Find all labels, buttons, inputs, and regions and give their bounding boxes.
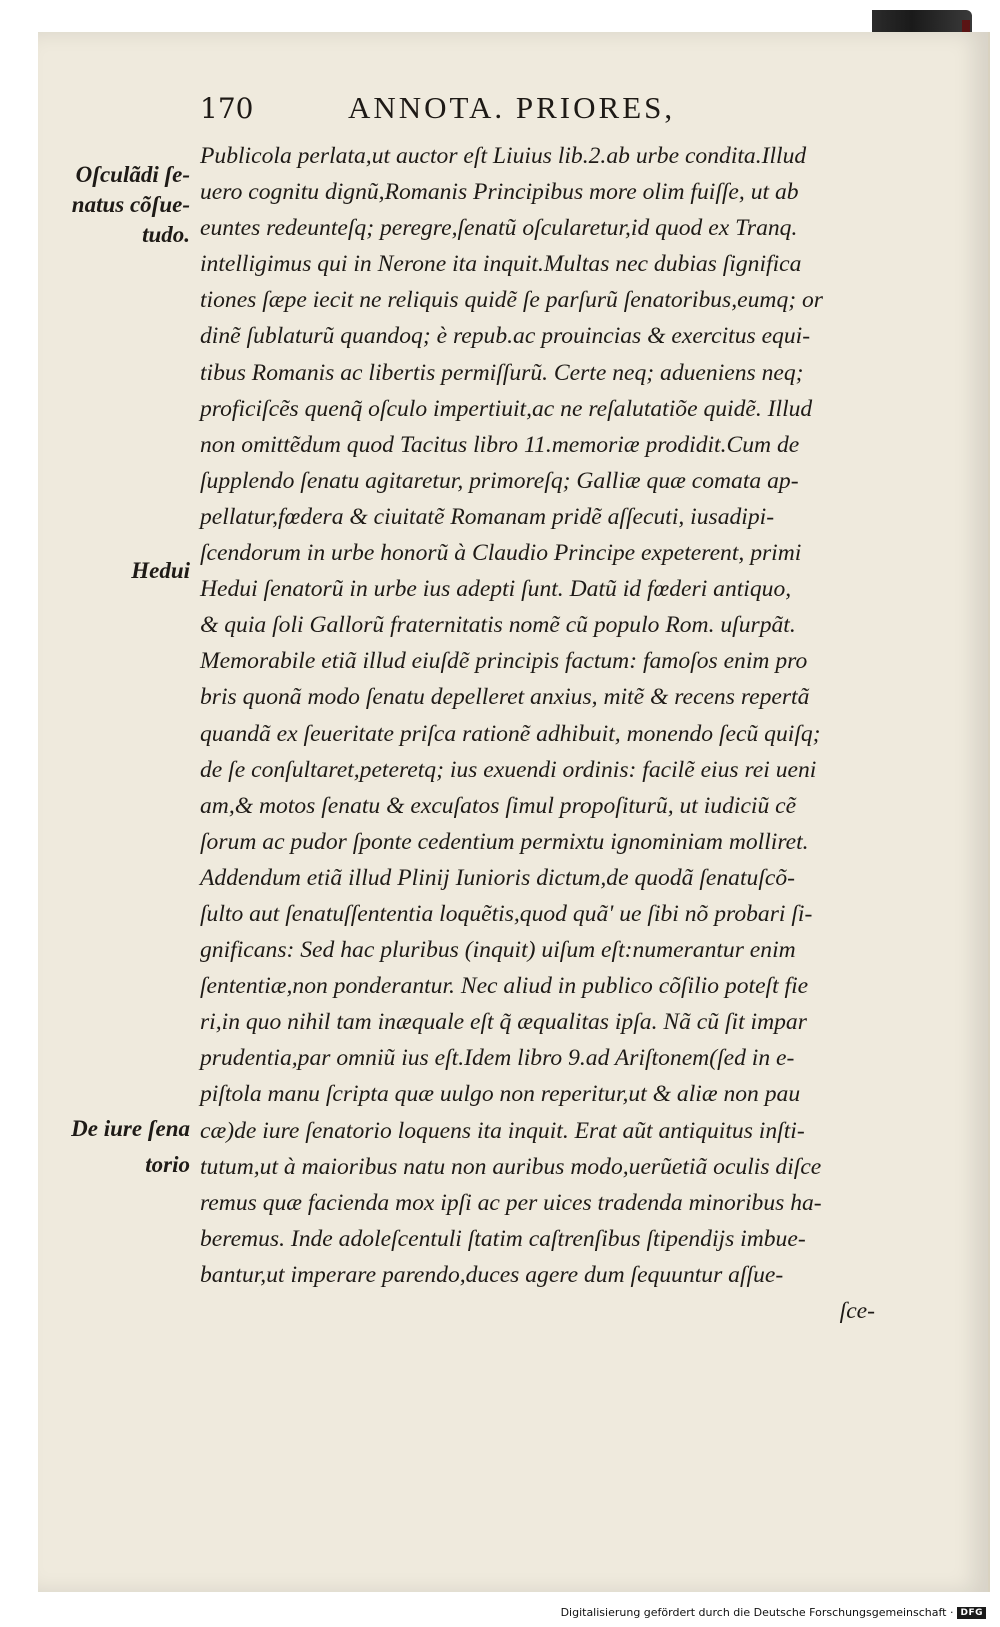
running-head: ANNOTA. PRIORES, — [348, 90, 676, 125]
margin-note-osculandi — [50, 160, 190, 250]
margin-note-de-iure — [50, 1111, 190, 1183]
text-line: tutum,ut à maioribus natu non auribus modo,uerũetiã oculis diſce — [200, 1153, 822, 1180]
text-line: tibus Romanis ac libertis permiſſurũ. Certe neq; adueniens neq; — [200, 359, 804, 386]
body-text — [200, 138, 915, 1329]
text-line: ſententiæ,non ponderantur. Nec aliud in publico cõſilio poteſt fie — [200, 973, 809, 1000]
margin-note-hedui — [90, 556, 190, 586]
text-line: bantur,ut imperare parendo,duces agere dum ſequuntur aſſue- — [200, 1261, 784, 1288]
text-line: uero cognitu dignũ,Romanis Principibus more olim fuiſſe, ut ab — [200, 179, 799, 206]
margin-note-line: tudo. — [142, 222, 190, 247]
text-line: ſulto aut ſenatuſſententia loquẽtis,quod quã' ue ſibi nõ probari ſi- — [200, 900, 813, 927]
text-line: intelligimus qui in Nerone ita inquit.Multas nec dubias ſignifica — [200, 251, 802, 278]
text-line: dinẽ ſublaturũ quandoq; è repub.ac prouincias & exercitus equi- — [200, 323, 811, 350]
digitization-footer — [561, 1606, 986, 1619]
text-line: Hedui ſenatorũ in urbe ius adepti ſunt. Datũ id fœderi antiquo, — [200, 576, 792, 603]
margin-note-line: natus cõſue- — [71, 192, 190, 217]
margin-note-line: Hedui — [131, 558, 190, 583]
text-line: ſcendorum in urbe honorũ à Claudio Principe expeterent, primi — [200, 540, 802, 567]
page-header — [200, 88, 920, 128]
margin-note-line: De iure ſena — [71, 1116, 190, 1141]
text-line: non omittẽdum quod Tacitus libro 11.memoriæ prodidit.Cum de — [200, 431, 800, 458]
dfg-logo: DFG — [957, 1607, 986, 1619]
text-line: tiones ſæpe iecit ne reliquis quidẽ ſe parſurũ ſenatoribus,eumq; or — [200, 287, 823, 314]
text-line: Addendum etiã illud Plinij Iunioris dictum,de quodã ſenatuſcõ- — [200, 864, 796, 891]
text-line: gnificans: Sed hac pluribus (inquit) uiſum eſt:numerantur enim — [200, 937, 796, 964]
text-line: Memorabile etiã illud eiuſdẽ principis factum: famoſos enim pro — [200, 648, 808, 675]
text-line: ſupplendo ſenatu agitaretur, primoreſq; Galliæ quæ comata ap- — [200, 467, 799, 494]
page-number: 170 — [200, 92, 254, 125]
text-line: Publicola perlata,ut auctor eſt Liuius lib.2.ab urbe condita.Illud — [200, 143, 807, 169]
text-line: euntes redeunteſq; peregre,ſenatũ oſcularetur,id quod ex Tranq. — [200, 215, 798, 242]
text-line: ſorum ac pudor ſponte cedentium permixtu ignominiam molliret. — [200, 828, 809, 855]
text-line: cæ)de iure ſenatorio loquens ita inquit. Erat aũt antiquitus inſti- — [200, 1117, 805, 1144]
text-line: prudentia,par omniũ ius eſt.Idem libro 9.ad Ariſtonem(ſed in e- — [200, 1045, 795, 1072]
text-line: am,& motos ſenatu & excuſatos ſimul propoſiturũ, ut iudiciũ cẽ — [200, 792, 797, 819]
text-line: quandã ex ſeueritate priſca rationẽ adhibuit, monendo ſecũ quiſq; — [200, 720, 821, 747]
margin-note-line: Oſculãdi ſe- — [75, 162, 190, 187]
text-line: beremus. Inde adoleſcentuli ſtatim caſtrenſibus ſtipendijs imbue- — [200, 1225, 806, 1252]
catchword: ſce- — [839, 1298, 875, 1324]
text-line: & quia ſoli Gallorũ fraternitatis nomẽ cũ populo Rom. uſurpãt. — [200, 612, 796, 639]
text-line: piſtola manu ſcripta quæ uulgo non reperitur,ut & aliæ non pau — [200, 1081, 801, 1108]
footer-text: Digitalisierung gefördert durch die Deutsche Forschungsgemeinschaft · — [560, 1606, 954, 1619]
text-line: pellatur,fœdera & ciuitatẽ Romanam pridẽ aſſecuti, iusadipi- — [200, 503, 775, 530]
text-line: bris quonã modo ſenatu depelleret anxius, mitẽ & recens repertã — [200, 684, 810, 711]
text-line: remus quæ facienda mox ipſi ac per uices tradenda minoribus ha- — [200, 1189, 822, 1216]
text-line: de ſe conſultaret,peteretq; ius exuendi ordinis: facilẽ eius rei ueni — [200, 756, 817, 783]
text-line: ri,in quo nihil tam inæquale eſt q̃ æqualitas ipſa. Nã cũ ſit impar — [200, 1009, 807, 1036]
text-line: proficiſcẽs quenq̃ oſculo impertiuit,ac ne reſalutatiõe quidẽ. Illud — [200, 395, 813, 422]
margin-note-line: torio — [145, 1152, 190, 1177]
